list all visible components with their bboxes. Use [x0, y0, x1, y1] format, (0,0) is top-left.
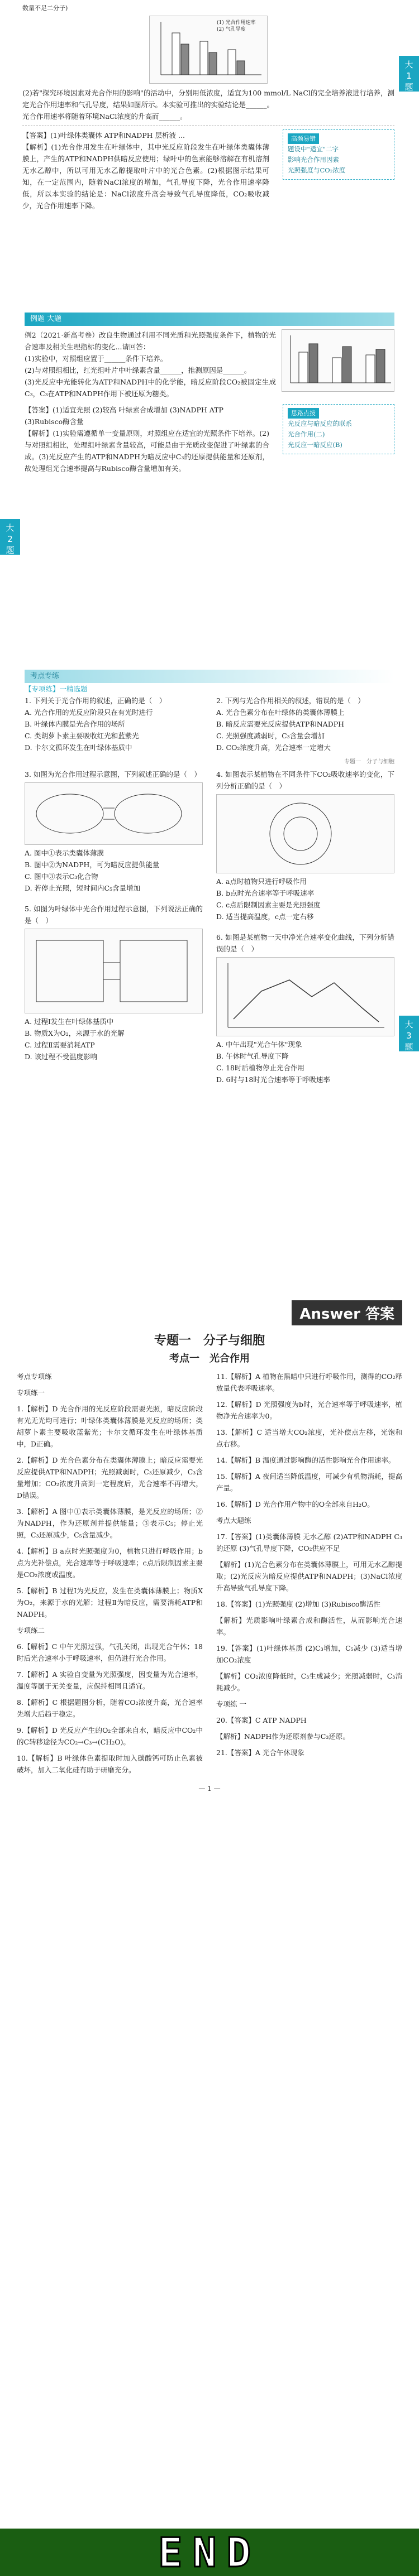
bar — [332, 358, 341, 383]
side-tab-2: 大 2 题 — [0, 519, 20, 555]
note-box-2 — [283, 404, 394, 454]
note-head-2: 思路点拨 — [288, 408, 319, 419]
answer-item: 20.【答案】C ATP NADPH — [216, 1716, 307, 1724]
answer-item: 【解析】NADPH作为还原剂参与C₃还原。 — [216, 1732, 350, 1741]
note-line: 光照强度与CO₂浓度 — [288, 166, 346, 174]
note-box-1 — [283, 129, 394, 180]
option: D. 6时与18时光合速率等于呼吸速率 — [216, 1075, 330, 1084]
line-chart-q6 — [216, 957, 394, 1036]
practice-q4: 4. 如图表示某植物在不同条件下CO₂吸收速率的变化，下列分析正确的是（ ） — [216, 770, 394, 790]
header-fragment: 数量不足二分子) — [22, 4, 68, 12]
diagram-q4 — [216, 794, 394, 873]
answer-banner: Answer 答案 — [292, 1300, 402, 1325]
bar — [342, 347, 351, 383]
option: D. 该过程不受温度影响 — [25, 1052, 98, 1061]
answer-subtitle: 考点一 光合作用 — [169, 1353, 250, 1364]
bar-chart-2 — [282, 329, 394, 392]
example-analysis: 【解析】(1)实验需遵循单一变量原则，对照组应在适宜的光照条件下培养。(2)与对照组相比，处理组叶绿素含量较高，可能是由于光质改变促进了叶绿素的合成。(3)光反应产生的ATP和NADPH为暗反应中C₃的还原提供能量和还原剂，故处理组光合速率提高与Rubisco酶含量增加有关。 — [25, 429, 269, 473]
answer-item: 17.【答案】(1)类囊体薄膜 无水乙醇 (2)ATP和NADPH C₃的还原 (3)气孔导度下降，CO₂供应不足 — [216, 1532, 402, 1553]
answer-item: 3.【解析】A 图中①表示类囊体薄膜，是光反应的场所；②为NADPH，作为还原剂并提供能量；③表示C₅；停止光照，C₃还原减少，C₅含量减少。 — [17, 1507, 203, 1539]
practice-q3: 3. 如图为光合作用过程示意图，下列叙述正确的是（ ） — [25, 770, 201, 778]
answer-item: 21.【答案】A 光合午休现象 — [216, 1748, 304, 1757]
answer-title: 专题一 分子与细胞 — [154, 1334, 265, 1348]
option: A. 过程Ⅰ发生在叶绿体基质中 — [25, 1017, 114, 1026]
practice-section — [0, 670, 419, 1300]
answer-item: 考点大题练 — [216, 1516, 251, 1525]
bar — [209, 52, 217, 75]
bar — [181, 44, 189, 75]
option: D. 若停止光照，短时间内C₅含量增加 — [25, 884, 141, 892]
answer-item: 6.【解析】C 中午光照过强，气孔关闭，出现光合午休；18时后光合速率小于呼吸速率，但仍进行光合作用。 — [17, 1642, 203, 1662]
answer-item: 8.【解析】C 根据题图分析，随着CO₂浓度升高，光合速率先增大后趋于稳定。 — [17, 1698, 203, 1718]
answer-item: 专项练 一 — [216, 1700, 246, 1708]
answer-item: 19.【答案】(1)叶绿体基质 (2)C₃增加，C₅减少 (3)适当增加CO₂浓度 — [216, 1644, 402, 1664]
bar — [299, 352, 308, 383]
practice-q2: 2. 下列与光合作用相关的叙述，错误的是（ ） — [216, 696, 365, 705]
answer-item: 18.【答案】(1)光照强度 (2)增加 (3)Rubisco酶活性 — [216, 1600, 380, 1608]
note-head-1: 高频易错 — [288, 133, 319, 144]
answers-right-column — [216, 1371, 402, 1780]
diagram-q3 — [25, 782, 203, 845]
answer-item: 专项练二 — [17, 1626, 45, 1635]
example-answer: 【答案】(1)适宜光照 (2)较高 叶绿素合成增加 (3)NADPH ATP (3)Rubisco酶含量 — [25, 406, 223, 426]
answer-item: 10.【解析】B 叶绿体色素提取时加入碳酸钙可防止色素被破坏，加入二氧化硅有助于研磨充分。 — [17, 1754, 203, 1774]
example-section — [0, 313, 419, 670]
option: B. 物质X为O₂，来源于水的光解 — [25, 1029, 125, 1037]
bar — [366, 355, 375, 383]
note-line: 光反应一暗反应(B) — [288, 441, 342, 449]
answer-item: 14.【解析】B 温度通过影响酶的活性影响光合作用速率。 — [216, 1456, 396, 1464]
side-tab-1: 大 1 题 — [399, 56, 419, 92]
option: A. 图中①表示类囊体薄膜 — [25, 849, 104, 857]
answer-item: 2.【解析】D 光合色素分布在类囊体薄膜上；暗反应需要光反应提供ATP和NADPH；光照减弱时，C₃还原减少，C₃含量增加；CO₂浓度升高到一定程度后，光合速率不再增大，D错误。 — [17, 1456, 203, 1500]
option: C. 过程Ⅱ需要消耗ATP — [25, 1041, 95, 1049]
mid-label: 专题一 分子与细胞 — [344, 759, 394, 765]
note-line: 影响光合作用因素 — [288, 156, 339, 164]
bar — [228, 50, 236, 75]
end-bar — [0, 2529, 419, 2576]
answer-item: 专项练一 — [17, 1388, 45, 1397]
analysis-block-1: 【解析】(1)光合作用发生在叶绿体中，其中光反应阶段发生在叶绿体类囊体薄膜上，产生的ATP和NADPH供暗反应使用；绿叶中的色素能够溶解在有机溶剂无水乙醇中，所以可用无水乙醇提取叶片中的光合色素。(2)根据图示结果可知，在一定范围内，随着NaCl浓度的增加，气孔导度下降，光合作用速率降低，所以本实验的结论是：NaCl浓度升高会导致气孔导度降低，CO₂吸收减少，光合作用速率下降。 — [22, 143, 269, 210]
end-text: END — [158, 2529, 261, 2576]
answer-section — [0, 1300, 419, 2522]
question-intro: (2)若"探究环境因素对光合作用的影响"的活动中，分别用低浓度，适宜为100 mmol/L NaCl的完全培养液进行培养，测定光合作用速率和气孔导度，结果如图所示。本实验可推出的实验结论是______。 光合作用速率将随着环境NaCl浓度的升高而______。 — [22, 89, 394, 121]
practice-banner: 考点专练 — [25, 670, 394, 683]
answer-item: 11.【解析】A 植物在黑暗中只进行呼吸作用，测得的CO₂释放量代表呼吸速率。 — [216, 1372, 402, 1392]
option: C. c点后限制因素主要是光照强度 — [216, 901, 321, 909]
note-line: 光反应与暗反应的联系 — [288, 420, 352, 427]
bar — [237, 61, 245, 75]
practice-q1: 1. 下列关于光合作用的叙述，正确的是（ ） — [25, 696, 166, 705]
bar-chart-figure — [149, 16, 268, 84]
answer-item: 5.【解析】B 过程Ⅰ为光反应，发生在类囊体薄膜上；物质X为O₂，来源于水的光解；过程Ⅱ为暗反应，需要消耗ATP和NADPH。 — [17, 1587, 203, 1618]
option: C. 光照强度减弱时，C₃含量会增加 — [216, 732, 325, 740]
page-top — [0, 0, 419, 313]
answer-item: 【解析】(1)光合色素分布在类囊体薄膜上，可用无水乙醇提取；(2)光反应为暗反应提供ATP和NADPH；(3)NaCl浓度升高导致气孔导度下降。 — [216, 1560, 402, 1592]
option: C. 18时后植物停止光合作用 — [216, 1064, 304, 1072]
series-line — [234, 980, 379, 1022]
option: A. a点时植物只进行呼吸作用 — [216, 877, 307, 886]
option: D. 适当提高温度，c点一定右移 — [216, 912, 314, 921]
option: D. CO₂浓度升高，光合速率一定增大 — [216, 743, 331, 752]
bar — [200, 41, 208, 75]
option: B. 叶绿体内膜是光合作用的场所 — [25, 720, 125, 728]
option: A. 中午出现"光合午休"现象 — [216, 1040, 302, 1049]
answers-left-column — [17, 1371, 203, 1780]
option: C. 类胡萝卜素主要吸收红光和蓝紫光 — [25, 732, 139, 740]
example-banner: 例题 大题 — [25, 313, 394, 326]
answer-item: 4.【解析】B a点时光照强度为0，植物只进行呼吸作用；b点为光补偿点，光合速率等于呼吸速率；c点后限制因素主要是CO₂浓度或温度。 — [17, 1547, 203, 1579]
practice-sub: 【专项练】一精选题 — [25, 685, 88, 693]
answer-item: 【解析】光质影响叶绿素合成和酶活性，从而影响光合速率。 — [216, 1616, 402, 1636]
option: B. 暗反应需要光反应提供ATP和NADPH — [216, 720, 345, 728]
answer-item: 13.【解析】C 适当增大CO₂浓度，光补偿点左移，光饱和点右移。 — [216, 1428, 402, 1448]
option: C. 图中③表示C₃化合物 — [25, 872, 98, 881]
diagram-q5 — [25, 929, 203, 1013]
option: B. 图中②为NADPH，可为暗反应提供能量 — [25, 861, 160, 869]
bar — [309, 344, 318, 383]
option: D. 卡尔文循环发生在叶绿体基质中 — [25, 743, 132, 752]
bar — [172, 33, 180, 75]
practice-q6: 6. 如图是某植物一天中净光合速率变化曲线，下列分析错误的是（ ） — [216, 933, 394, 953]
answer-item: 15.【解析】A 夜间适当降低温度，可减少有机物消耗，提高产量。 — [216, 1472, 402, 1492]
side-tab-3: 大 3 题 — [399, 1016, 419, 1051]
legend-2: (2) 气孔导度 — [217, 27, 246, 32]
legend-1: (1) 光合作用速率 — [217, 20, 256, 26]
answer-item: 【解析】CO₂浓度降低时，C₃生成减少；光照减弱时，C₃消耗减少。 — [216, 1672, 402, 1692]
page-number: — 1 — — [198, 1785, 221, 1792]
example-text: 例2（2021·新高考卷）改良生物通过利用不同光质和光照强度条件下，植物的光合速率及相关生理指标的变化...请回答： (1)实验中，对照组应置于______条件下培养。 (2)与对照组相比，红光组叶片中叶绿素含量______，推测原因是______。 (3)光反应中光能转化为ATP和NADPH中的化学能，暗反应阶段CO₂被固定生成C₃，C₃在ATP和NADPH作用下被还原为糖类。 — [25, 331, 276, 398]
answer-item: 16.【解析】D 光合作用产物中的O全部来自H₂O。 — [216, 1500, 374, 1508]
answer-block-1: 【答案】(1)叶绿体类囊体 ATP和NADPH 层析液 ... — [22, 131, 185, 140]
option: A. 光合色素分布在叶绿体的类囊体薄膜上 — [216, 708, 345, 717]
option: B. 午休时气孔导度下降 — [216, 1052, 289, 1060]
bar — [376, 349, 385, 383]
answer-item: 9.【解析】D 光反应产生的O₂全部来自水，暗反应中CO₂中的C转移途径为CO₂→C₃→(CH₂O)。 — [17, 1726, 203, 1746]
option: A. 光合作用的光反应阶段只在有光时进行 — [25, 708, 153, 717]
answer-item: 考点专项练 — [17, 1372, 52, 1381]
practice-q5: 5. 如图为叶绿体中光合作用过程示意图，下列说法正确的是（ ） — [25, 905, 203, 925]
answer-item: 12.【解析】D 光照强度为b时，光合速率等于呼吸速率，植物净光合速率为0。 — [216, 1400, 402, 1420]
option: B. b点时光合速率等于呼吸速率 — [216, 889, 315, 897]
note-line: 题设中"适宜"二字 — [288, 145, 339, 153]
answer-item: 1.【解析】D 光合作用的光反应阶段需要光照，暗反应阶段有光无光均可进行；叶绿体类囊体薄膜是光反应的场所；类胡萝卜素主要吸收蓝紫光；卡尔文循环发生在叶绿体基质中，D正确。 — [17, 1405, 203, 1448]
note-line: 光合作用(二) — [288, 430, 325, 438]
answer-item: 7.【解析】A 实验自变量为光照强度，因变量为光合速率，温度等属于无关变量，应保持相同且适宜。 — [17, 1670, 203, 1690]
